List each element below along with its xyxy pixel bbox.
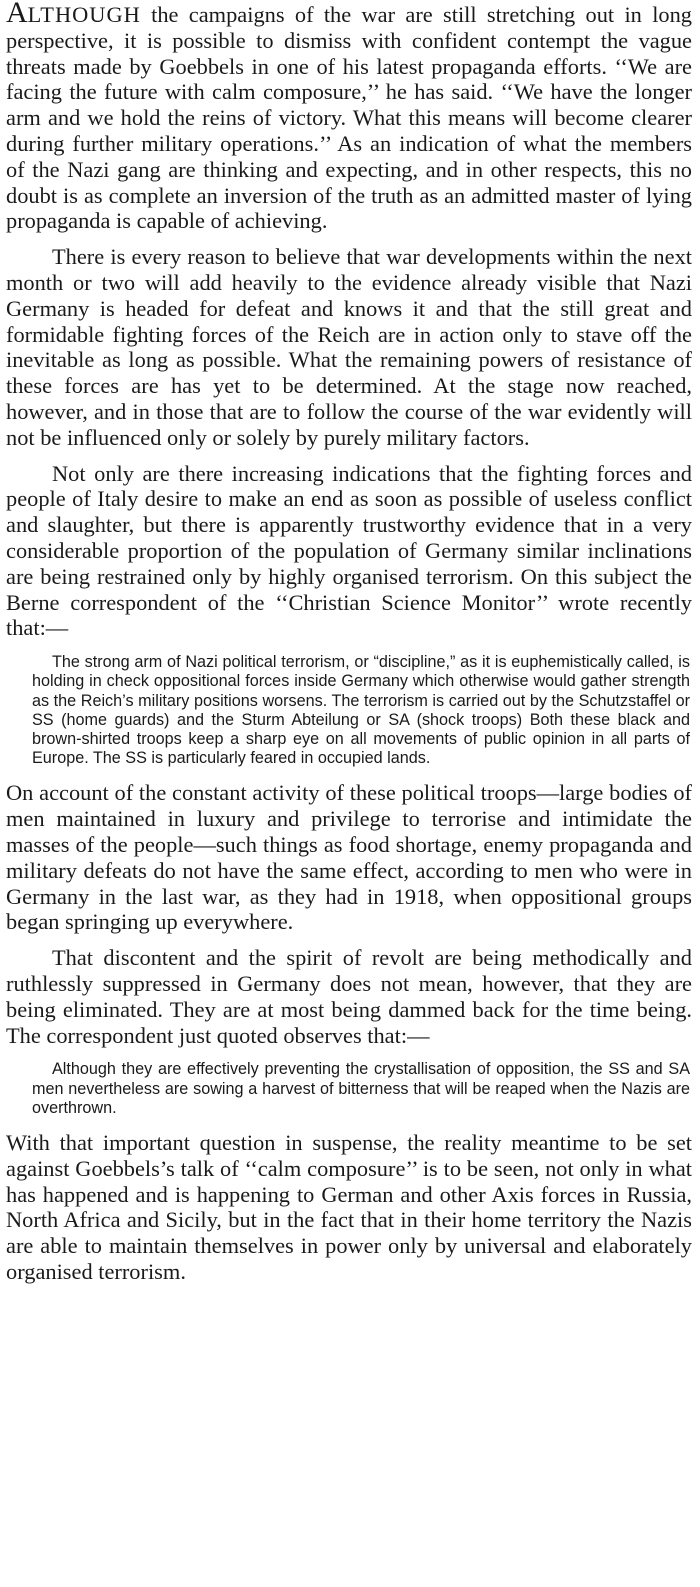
- paragraph-3: Not only are there increasing indications that the fighting forces and people of Italy desire to make an end as soon as possible of useless conflict and slaughter, but there is apparently trustworthy evidence that in a very considerable proportion of the population of Germany similar inclinations are being restrained only by highly organised terrorism. On this subject the Berne correspondent of the ‘‘Christian Science Monitor’’ wrote recently that:—: [6, 460, 692, 641]
- paragraph-1: [6, 2, 692, 234]
- drop-cap: A: [6, 0, 28, 29]
- article-column: [6, 0, 692, 1285]
- paragraph-1-text: the campaigns of the war are still stretching out in long perspective, it is possible to dismiss with confident contempt the vague threats made by Goebbels in one of his latest propaganda efforts. ‘‘We are facing the future with calm composure,’’ he has said. ‘‘We have the longer arm and we hold the reins of victory. What this means will become clearer during further military operations.’’ As an indication of what the members of the Nazi gang are thinking and expecting, and in other respects, this no doubt is as complete an inversion of the truth as an admitted master of lying propaganda is capable of achieving.: [6, 2, 692, 234]
- lead-word: LTHOUGH: [27, 2, 141, 27]
- block-quote-2: Although they are effectively preventing the crystallisation of opposition, the SS and SA men nevertheless are sowing a harvest of bitterness that will be reaped when the Nazis are overthrown.: [32, 1060, 690, 1117]
- block-quote-1: The strong arm of Nazi political terrorism, or “discipline,” as it is euphemistically called, is holding in check oppositional forces inside Germany which otherwise would gather strength as the Reich’s military positions worsens. The terrorism is carried out by the Schutzstaffel or SS (home guards) and the Sturm Abteilung or SA (shock troops) Both these black and brown-shirted troops keep a sharp eye on all movements of public opinion in all parts of Europe. The SS is particularly feared in occupied lands.: [32, 653, 690, 768]
- paragraph-2: There is every reason to believe that war developments within the next month or two will add heavily to the evidence already visible that Nazi Germany is headed for defeat and knows it and that the still great and formidable fighting forces of the Reich are in action only to stave off the inevitable as long as possible. What the remaining powers of resistance of these forces are has yet to be determined. At the stage now reached, however, and in those that are to follow the course of the war evidently will not be influenced only or solely by purely military factors.: [6, 244, 692, 450]
- paragraph-4: On account of the constant activity of these political troops—large bodies of men maintained in luxury and privilege to terrorise and intimidate the masses of the people—such things as food shortage, enemy propaganda and military defeats do not have the same effect, according to men who were in Germany in the last war, as they had in 1918, when oppositional groups began springing up everywhere.: [6, 780, 692, 935]
- paragraph-5: That discontent and the spirit of revolt are being methodically and ruthlessly suppressed in Germany does not mean, however, that they are being eliminated. They are at most being dammed back for the time being. The correspondent just quoted observes that:—: [6, 945, 692, 1048]
- paragraph-6: With that important question in suspense, the reality meantime to be set against Goebbels’s talk of ‘‘calm composure’’ is to be seen, not only in what has happened and is happening to German and other Axis forces in Russia, North Africa and Sicily, but in the fact that in their home territory the Nazis are able to maintain themselves in power only by universal and elaborately organised terrorism.: [6, 1129, 692, 1284]
